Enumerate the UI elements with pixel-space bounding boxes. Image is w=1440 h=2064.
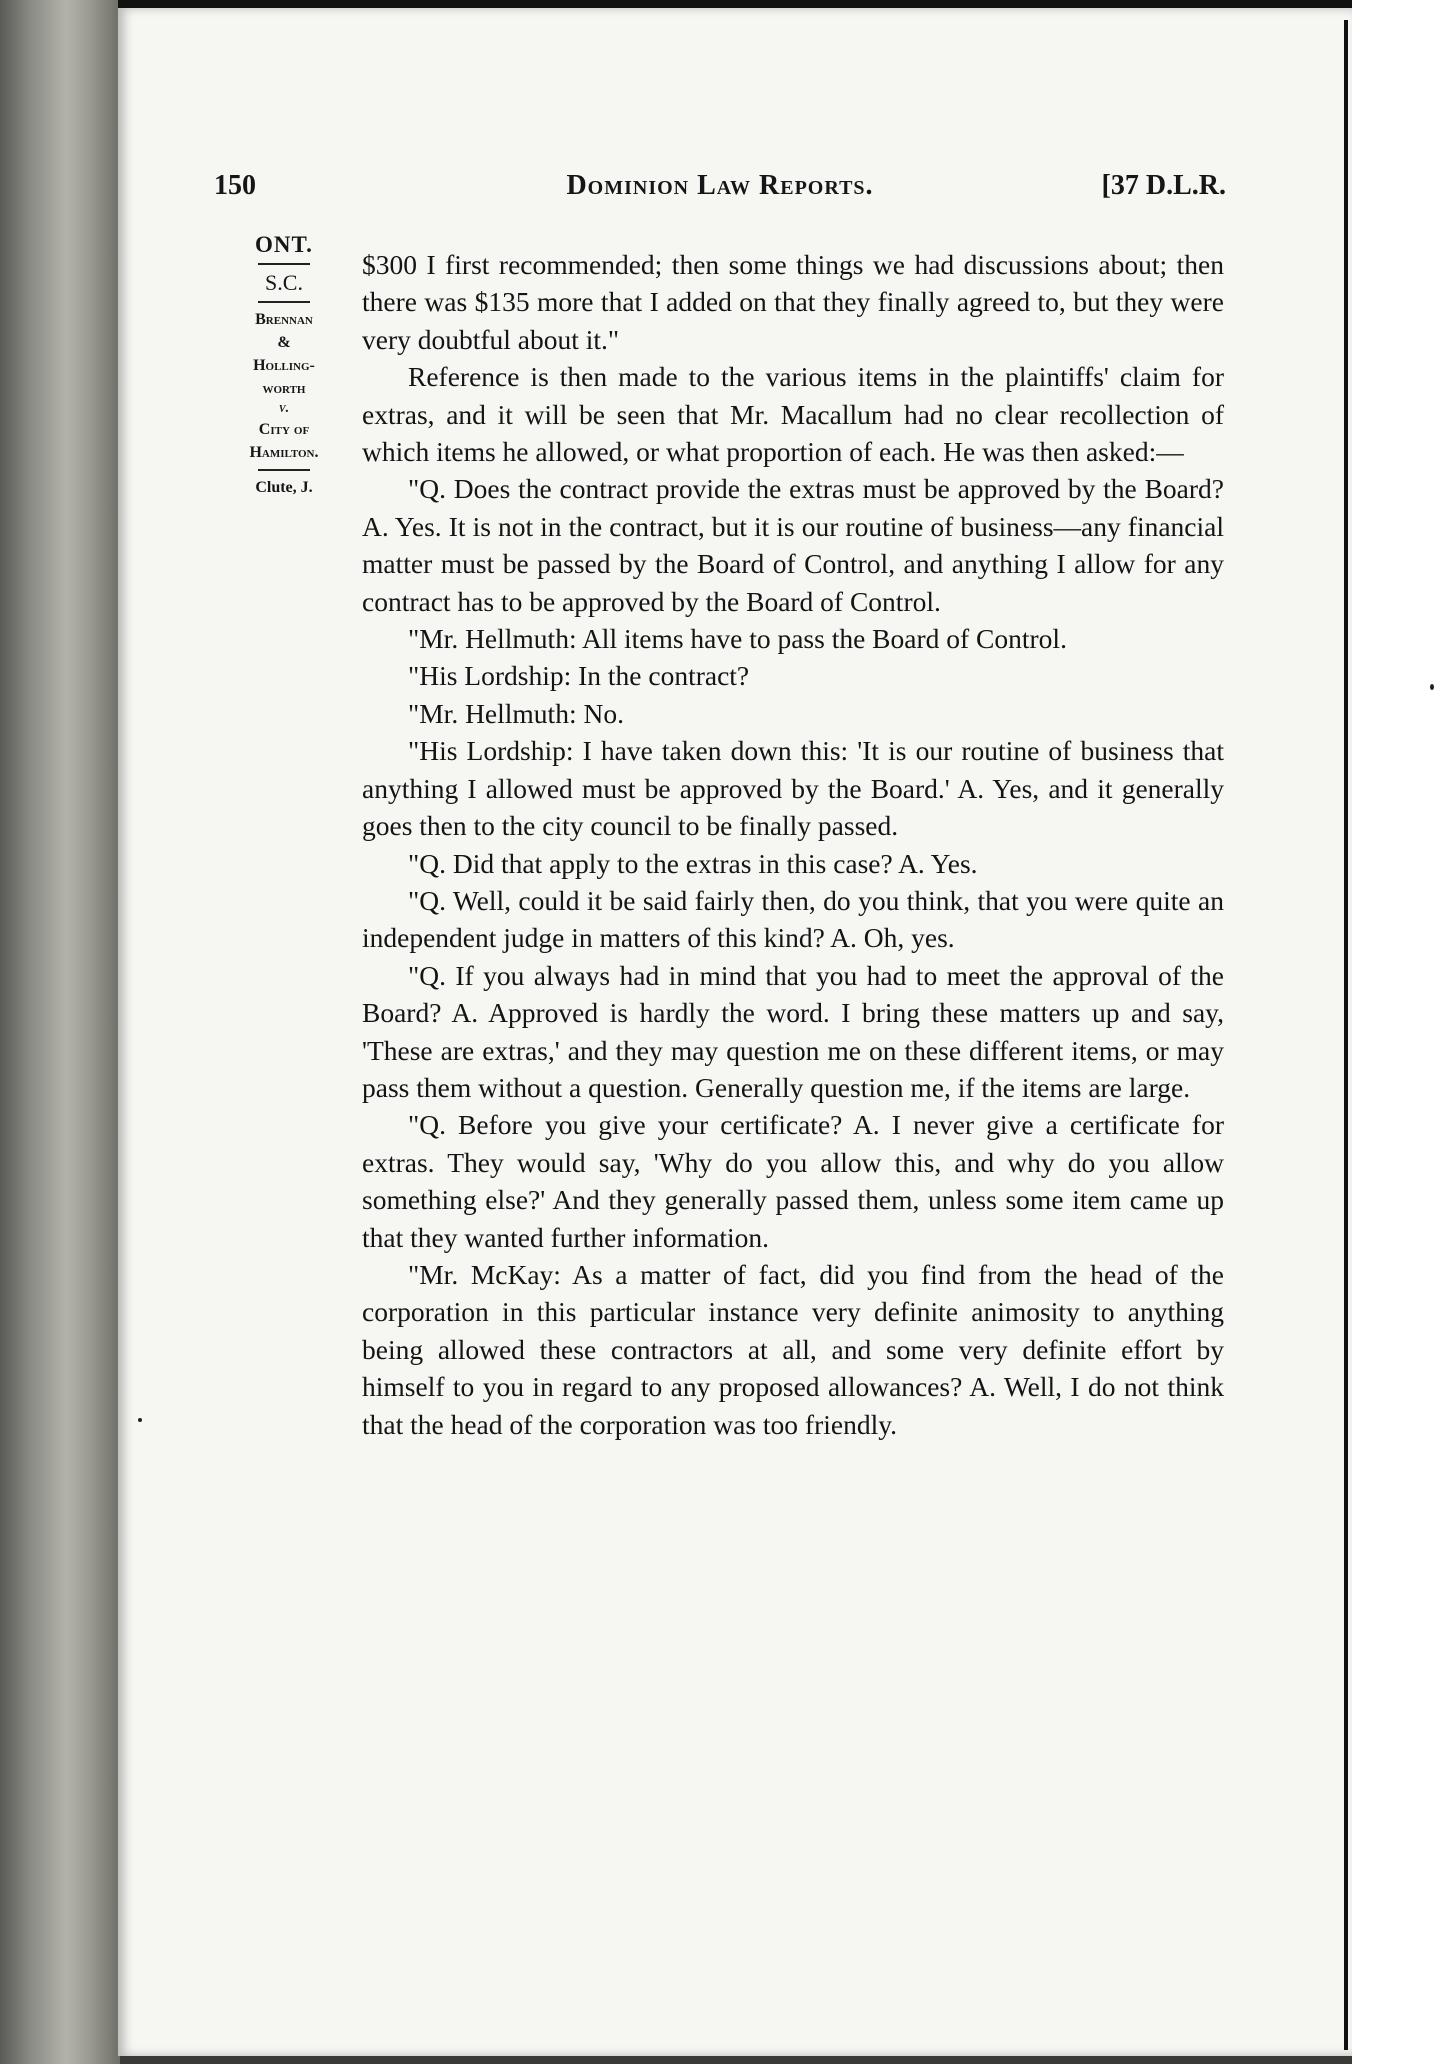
court-label: S.C. (265, 270, 303, 295)
volume-citation: [37 D.L.R. (1101, 170, 1226, 201)
case-name-versus: v. (278, 401, 290, 416)
testimony-paragraph: "Mr. Hellmuth: No. (408, 697, 624, 729)
margin-sidenote (220, 232, 348, 497)
page-edge-line (1344, 20, 1348, 2050)
book-binding-edge (0, 0, 120, 2064)
scan-speck (138, 1418, 142, 1422)
case-name-line: Hamilton. (249, 444, 319, 461)
testimony-paragraph: "His Lordship: In the contract? (408, 660, 750, 692)
case-name-line: Brennan (255, 311, 313, 328)
page-header (214, 170, 1226, 214)
scan-right-margin (1352, 0, 1440, 2064)
running-title: Dominion Law Reports. (566, 170, 874, 201)
judge-label: Clute, J. (255, 479, 313, 496)
testimony-paragraph: "Q. Did that apply to the extras in this case? A. Yes. (408, 847, 978, 879)
province-label: ONT. (255, 232, 313, 257)
scan-speck (1430, 684, 1434, 690)
page-number: 150 (214, 170, 256, 201)
testimony-paragraph: "Q. Before you give your certificate? A. I never give a certificate for extras. They would say, 'Why do you allow this, and why do you allow something else?' And they generally passed them, unless some item came up that they wanted further information. (362, 1109, 1224, 1253)
testimony-paragraph: "Mr. Hellmuth: All items have to pass the Board of Control. (408, 623, 1067, 655)
testimony-paragraph: "His Lordship: I have taken down this: 'It is our routine of business that anything I allowed must be approved by the Board.' A. Yes, and it generally goes then to the city council to be finally passed. (362, 735, 1224, 842)
body-text (362, 246, 1224, 1443)
testimony-paragraph: "Q. If you always had in mind that you had to meet the approval of the Board? A. Approved is hardly the word. I bring these matters up and say, 'These are extras,' and they may question me on these different items, or may pass them without a question. Generally question me, if the items are large. (362, 959, 1224, 1103)
testimony-paragraph: "Mr. McKay: As a matter of fact, did you find from the head of the corporation in this particular instance very definite animosity to anything being allowed these contractors at all, and some very definite effort by himself to you in regard to any proposed allowances? A. Well, I do not think that the head of the corporation was too friendly. (362, 1258, 1224, 1440)
paragraph: Reference is then made to the various items in the plaintiffs' claim for extras, and it will be seen that Mr. Macallum had no clear recollection of which items he allowed, or what proportion of each. He was then asked:— (362, 361, 1224, 468)
case-name-line: City of (258, 421, 310, 438)
testimony-paragraph: "Q. Does the contract provide the extras must be approved by the Board? A. Yes. It is not in the contract, but it is our routine of business—any financial matter must be passed by the Board of Control, and anything I allow for any contract has to be approved by the Board of Control. (362, 473, 1224, 617)
sidenote-divider (258, 469, 310, 471)
case-name-line: & (277, 334, 291, 351)
sidenote-divider (258, 301, 310, 303)
paragraph-continuation: $300 I first recommended; then some things we had discussions about; then there was $135 more that I added on that they finally agreed to, but they were very doubtful about it." (362, 249, 1224, 355)
testimony-paragraph: "Q. Well, could it be said fairly then, do you think, that you were quite an independent judge in matters of this kind? A. Oh, yes. (362, 884, 1224, 954)
case-name-line: worth (262, 380, 306, 397)
sidenote-divider (258, 263, 310, 265)
case-name-line: Holling- (253, 357, 315, 374)
